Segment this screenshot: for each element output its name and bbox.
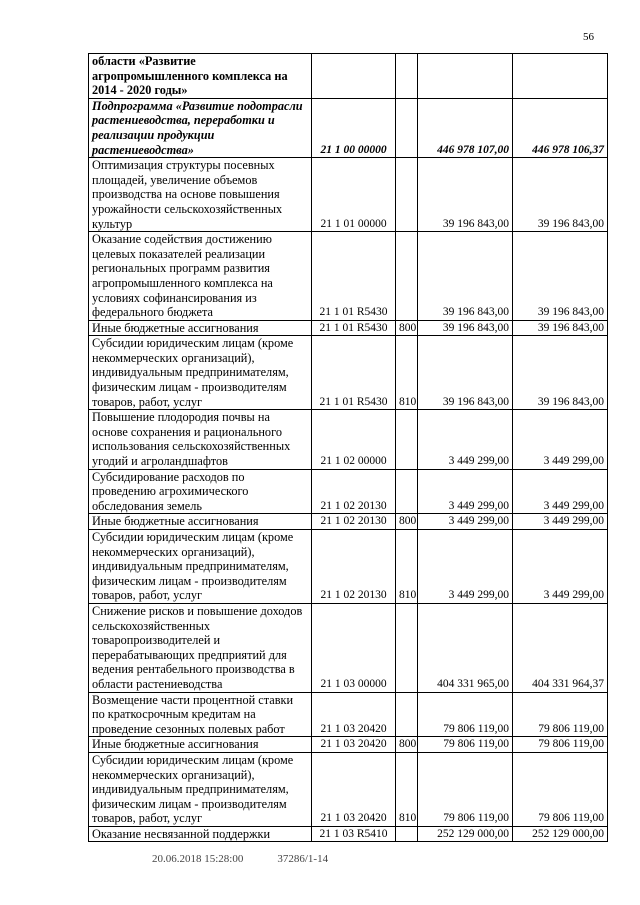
row-executed-amount: 79 806 119,00 xyxy=(513,692,608,737)
table-row xyxy=(89,232,608,321)
row-name: Оказание содействия достижению целевых показателей реализации региональных программ развития агропромышленного комплекса на условиях софинансирования из федерального бюджета xyxy=(89,232,312,321)
row-planned-amount: 39 196 843,00 xyxy=(418,320,513,336)
document-footer xyxy=(152,853,328,865)
row-name: Субсидирование расходов по проведению агрохимического обследования земель xyxy=(89,469,312,514)
row-target-code xyxy=(312,54,396,99)
table-row xyxy=(89,158,608,232)
row-name: Субсидии юридическим лицам (кроме некоммерческих организаций), индивидуальным предпринимателям, физическим лицам - производителям товаров, работ, услуг xyxy=(89,530,312,604)
row-expense-type xyxy=(396,692,418,737)
row-target-code: 21 1 02 00000 xyxy=(312,410,396,469)
row-expense-type: 800 xyxy=(396,737,418,753)
row-target-code: 21 1 01 R5430 xyxy=(312,336,396,410)
row-target-code: 21 1 03 00000 xyxy=(312,603,396,692)
footer-timestamp: 20.06.2018 15:28:00 xyxy=(152,853,244,865)
row-planned-amount: 3 449 299,00 xyxy=(418,514,513,530)
table-row xyxy=(89,98,608,157)
row-executed-amount: 39 196 843,00 xyxy=(513,336,608,410)
row-executed-amount: 3 449 299,00 xyxy=(513,530,608,604)
row-target-code: 21 1 01 R5430 xyxy=(312,320,396,336)
row-expense-type xyxy=(396,158,418,232)
row-executed-amount: 79 806 119,00 xyxy=(513,752,608,826)
row-planned-amount: 79 806 119,00 xyxy=(418,692,513,737)
row-target-code: 21 1 02 20130 xyxy=(312,469,396,514)
table-row xyxy=(89,469,608,514)
row-name: Иные бюджетные ассигнования xyxy=(89,737,312,753)
table-row xyxy=(89,54,608,99)
table-row xyxy=(89,514,608,530)
row-target-code: 21 1 03 20420 xyxy=(312,692,396,737)
row-target-code: 21 1 01 R5430 xyxy=(312,232,396,321)
row-expense-type xyxy=(396,54,418,99)
row-expense-type: 800 xyxy=(396,514,418,530)
row-executed-amount: 252 129 000,00 xyxy=(513,826,608,842)
row-expense-type: 810 xyxy=(396,336,418,410)
row-executed-amount: 39 196 843,00 xyxy=(513,320,608,336)
table-row xyxy=(89,692,608,737)
row-executed-amount: 3 449 299,00 xyxy=(513,514,608,530)
table-row xyxy=(89,826,608,842)
row-name: Повышение плодородия почвы на основе сохранения и рационального использования сельскохозяйственных угодий и агроландшафтов xyxy=(89,410,312,469)
row-planned-amount xyxy=(418,54,513,99)
table-row xyxy=(89,530,608,604)
row-name: Подпрограмма «Развитие подотрасли растениеводства, переработки и реализации продукции растениеводства» xyxy=(89,98,312,157)
row-executed-amount xyxy=(513,54,608,99)
row-expense-type xyxy=(396,98,418,157)
row-target-code: 21 1 02 20130 xyxy=(312,514,396,530)
row-name: Иные бюджетные ассигнования xyxy=(89,320,312,336)
row-name: Субсидии юридическим лицам (кроме некоммерческих организаций), индивидуальным предпринимателям, физическим лицам - производителям товаров, работ, услуг xyxy=(89,336,312,410)
row-expense-type: 810 xyxy=(396,530,418,604)
footer-document-id: 37286/1-14 xyxy=(277,853,329,865)
row-name: области «Развитие агропромышленного комплекса на 2014 - 2020 годы» xyxy=(89,54,312,99)
row-name: Возмещение части процентной ставки по краткосрочным кредитам на проведение сезонных полевых работ xyxy=(89,692,312,737)
table-row xyxy=(89,737,608,753)
row-expense-type xyxy=(396,826,418,842)
row-expense-type xyxy=(396,603,418,692)
row-planned-amount: 3 449 299,00 xyxy=(418,469,513,514)
row-expense-type: 800 xyxy=(396,320,418,336)
row-expense-type xyxy=(396,469,418,514)
row-planned-amount: 39 196 843,00 xyxy=(418,158,513,232)
table-row xyxy=(89,320,608,336)
row-planned-amount: 79 806 119,00 xyxy=(418,737,513,753)
table-row xyxy=(89,410,608,469)
table-row xyxy=(89,752,608,826)
row-name: Оптимизация структуры посевных площадей, увеличение объемов производства на основе повышения урожайности сельскохозяйственных культур xyxy=(89,158,312,232)
row-executed-amount: 79 806 119,00 xyxy=(513,737,608,753)
row-executed-amount: 39 196 843,00 xyxy=(513,158,608,232)
table-row xyxy=(89,336,608,410)
row-planned-amount: 79 806 119,00 xyxy=(418,752,513,826)
row-executed-amount: 446 978 106,37 xyxy=(513,98,608,157)
table-row xyxy=(89,603,608,692)
page-number: 56 xyxy=(583,31,594,43)
row-target-code: 21 1 01 00000 xyxy=(312,158,396,232)
row-target-code: 21 1 00 00000 xyxy=(312,98,396,157)
budget-table xyxy=(88,53,608,842)
row-name: Субсидии юридическим лицам (кроме некоммерческих организаций), индивидуальным предпринимателям, физическим лицам - производителям товаров, работ, услуг xyxy=(89,752,312,826)
row-name: Иные бюджетные ассигнования xyxy=(89,514,312,530)
row-target-code: 21 1 03 20420 xyxy=(312,752,396,826)
row-expense-type xyxy=(396,232,418,321)
row-planned-amount: 3 449 299,00 xyxy=(418,410,513,469)
row-planned-amount: 446 978 107,00 xyxy=(418,98,513,157)
budget-table-body xyxy=(89,54,608,842)
row-planned-amount: 252 129 000,00 xyxy=(418,826,513,842)
row-name: Снижение рисков и повышение доходов сельскохозяйственных товаропроизводителей и перерабатывающих предприятий для ведения рентабельного производства в области растениеводства xyxy=(89,603,312,692)
row-executed-amount: 39 196 843,00 xyxy=(513,232,608,321)
row-target-code: 21 1 02 20130 xyxy=(312,530,396,604)
row-target-code: 21 1 03 R5410 xyxy=(312,826,396,842)
row-planned-amount: 39 196 843,00 xyxy=(418,232,513,321)
row-executed-amount: 404 331 964,37 xyxy=(513,603,608,692)
row-executed-amount: 3 449 299,00 xyxy=(513,469,608,514)
row-expense-type: 810 xyxy=(396,752,418,826)
row-name: Оказание несвязанной поддержки xyxy=(89,826,312,842)
row-expense-type xyxy=(396,410,418,469)
row-target-code: 21 1 03 20420 xyxy=(312,737,396,753)
row-executed-amount: 3 449 299,00 xyxy=(513,410,608,469)
row-planned-amount: 404 331 965,00 xyxy=(418,603,513,692)
row-planned-amount: 39 196 843,00 xyxy=(418,336,513,410)
row-planned-amount: 3 449 299,00 xyxy=(418,530,513,604)
